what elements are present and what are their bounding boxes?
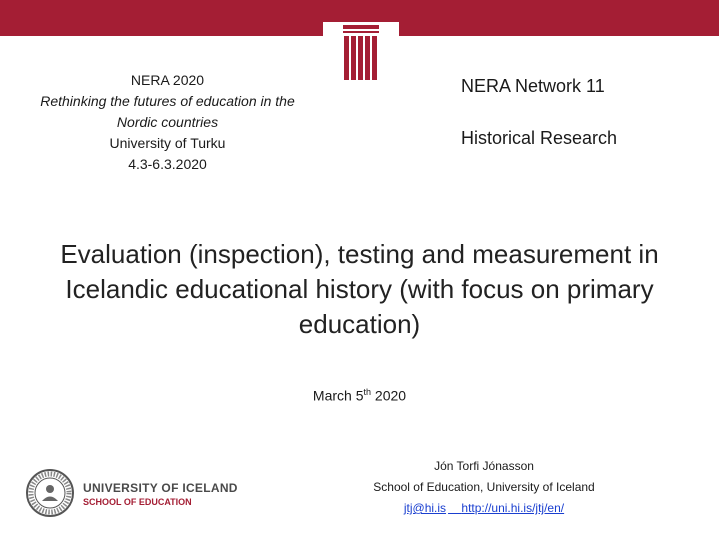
- network-topic: Historical Research: [461, 128, 618, 148]
- author-affiliation: School of Education, University of Iceland: [373, 480, 595, 494]
- school-name: SCHOOL OF EDUCATION: [83, 497, 192, 507]
- network-info: [461, 74, 617, 150]
- date-year: 2020: [371, 387, 407, 404]
- title-line-1: Evaluation (inspection), testing and measurement in: [60, 239, 659, 269]
- conference-info: [0, 70, 335, 175]
- author-info: [330, 456, 638, 519]
- presentation-title: [20, 237, 699, 342]
- date-prefix: March 5: [312, 387, 364, 404]
- conference-theme: Rethinking the futures of education in the: [40, 93, 295, 109]
- title-line-3: education): [298, 309, 421, 339]
- homepage-link[interactable]: http://uni.hi.is/jtj/en/: [461, 501, 565, 515]
- presentation-date: [0, 387, 719, 404]
- university-seal-icon: [25, 468, 75, 518]
- date-suffix: th: [363, 387, 372, 397]
- conference-name: NERA 2020: [130, 72, 205, 88]
- conference-theme-cont: Nordic countries: [116, 114, 219, 130]
- university-name: UNIVERSITY OF ICELAND: [83, 481, 238, 495]
- spacer-link[interactable]: [448, 501, 461, 515]
- conference-dates: 4.3-6.3.2020: [128, 156, 207, 172]
- network-name: NERA Network 11: [461, 76, 605, 96]
- email-link[interactable]: jtj@hi.is: [403, 501, 447, 515]
- title-line-2: Icelandic educational history (with focus on primary: [65, 274, 654, 304]
- author-name: Jón Torfi Jónasson: [434, 459, 534, 473]
- conference-host: University of Turku: [109, 135, 226, 151]
